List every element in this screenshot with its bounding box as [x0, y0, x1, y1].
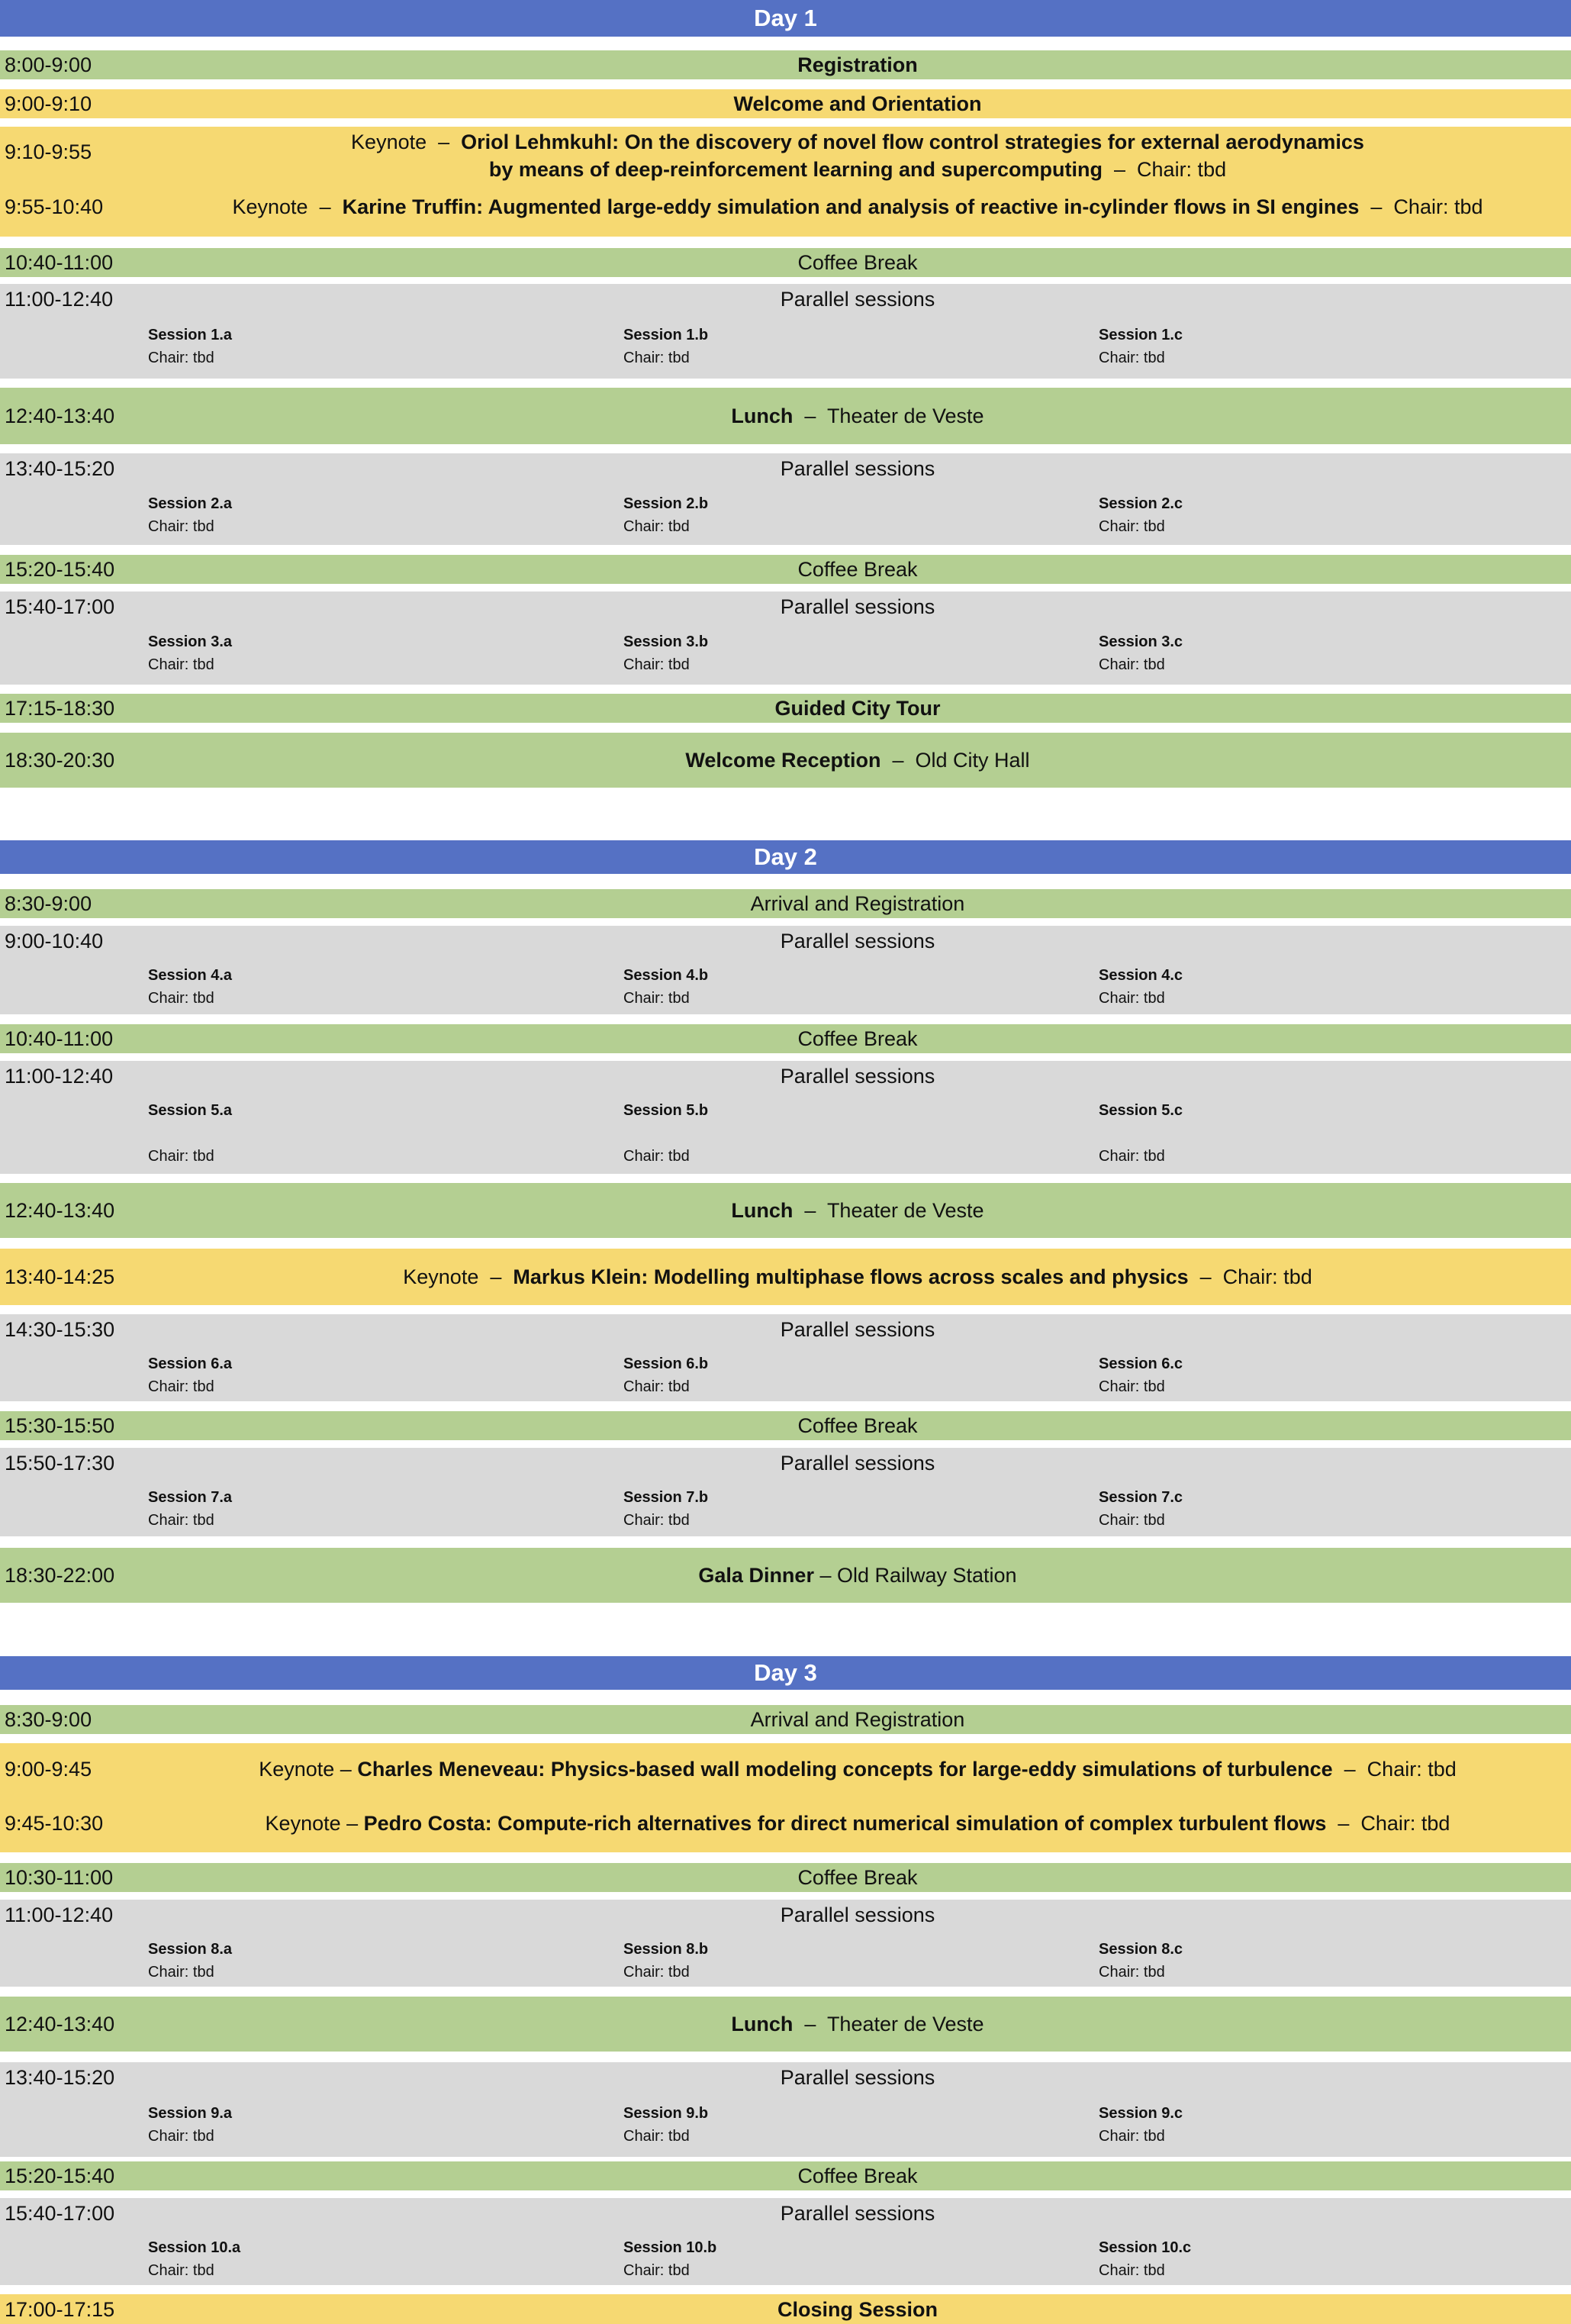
session-name: Session 3.b — [623, 633, 709, 650]
keynote-prefix: Keynote – — [403, 1265, 513, 1288]
session-name: Session 7.c — [1099, 1489, 1183, 1506]
event-location: – Theater de Veste — [793, 405, 984, 427]
session-chair: Chair: tbd — [148, 2262, 214, 2279]
session-item[interactable] — [1099, 964, 1183, 1010]
session-item[interactable] — [148, 964, 232, 1010]
event-title: Registration — [797, 53, 918, 76]
time-label: 12:40-13:40 — [5, 2013, 115, 2036]
session-chair: Chair: tbd — [623, 1378, 690, 1395]
session-chair: Chair: tbd — [623, 1148, 690, 1165]
schedule-row — [0, 733, 1571, 788]
session-name: Session 5.b — [623, 1102, 709, 1119]
session-chair: Chair: tbd — [148, 1378, 214, 1395]
session-name: Session 9.c — [1099, 2105, 1183, 2122]
keynote-block — [0, 1743, 1571, 1852]
event-title: Coffee Break — [797, 1866, 918, 1889]
schedule-row — [0, 1705, 1571, 1734]
parallel-sessions-row — [0, 284, 1571, 379]
session-chair: Chair: tbd — [623, 350, 690, 366]
session-chair: Chair: tbd — [1099, 350, 1165, 366]
time-label: 10:40-11:00 — [5, 251, 114, 274]
event-title: Coffee Break — [797, 1414, 918, 1437]
schedule-row — [0, 1183, 1571, 1238]
parallel-sessions-row — [0, 2198, 1571, 2285]
session-name: Session 8.a — [148, 1941, 233, 1958]
session-name: Session 9.b — [623, 2105, 709, 2122]
time-label: 12:40-13:40 — [5, 1199, 115, 1222]
event-title: Parallel sessions — [780, 2202, 935, 2225]
schedule-row — [0, 1024, 1571, 1053]
session-item[interactable] — [1099, 1352, 1183, 1398]
keynote-chair: – Chair: tbd — [1188, 1265, 1312, 1288]
session-chair: Chair: tbd — [1099, 1148, 1165, 1165]
event-title: Closing Session — [777, 2298, 938, 2321]
session-item[interactable] — [623, 630, 708, 676]
time-label: 8:30-9:00 — [5, 1708, 92, 1731]
session-item[interactable] — [1099, 1099, 1183, 1168]
parallel-sessions-row — [0, 1448, 1571, 1536]
session-item[interactable] — [148, 1099, 232, 1168]
keynote-prefix: Keynote – — [265, 1812, 364, 1835]
time-label: 15:40-17:00 — [5, 2202, 115, 2225]
day-header — [0, 840, 1571, 874]
parallel-sessions-row — [0, 1314, 1571, 1401]
schedule-row — [0, 248, 1571, 277]
day-title: Day 3 — [754, 1659, 817, 1686]
parallel-sessions-row — [0, 1900, 1571, 1987]
keynote-title — [0, 1810, 1571, 1837]
session-chair: Chair: tbd — [148, 1964, 214, 1981]
session-name: Session 10.c — [1099, 2239, 1192, 2256]
session-item[interactable] — [1099, 2236, 1191, 2282]
event-title: Parallel sessions — [780, 1452, 935, 1475]
session-item[interactable] — [148, 1352, 232, 1398]
event-title: Coffee Break — [797, 1027, 918, 1050]
parallel-sessions-row — [0, 2062, 1571, 2157]
session-chair: Chair: tbd — [1099, 990, 1165, 1007]
session-chair: Chair: tbd — [1099, 656, 1165, 673]
schedule-row — [0, 89, 1571, 118]
session-item[interactable] — [623, 492, 708, 538]
session-item[interactable] — [623, 324, 708, 369]
session-chair: Chair: tbd — [1099, 1378, 1165, 1395]
time-label: 13:40-14:25 — [5, 1265, 115, 1288]
keynote-chair: – Chair: tbd — [1332, 1758, 1457, 1781]
event-title — [0, 1197, 1571, 1223]
time-label: 10:40-11:00 — [5, 1027, 114, 1050]
event-title — [0, 747, 1571, 773]
event-title: Arrival and Registration — [750, 892, 965, 915]
session-item[interactable] — [1099, 2102, 1183, 2148]
time-label: 15:20-15:40 — [5, 558, 115, 581]
event-title — [0, 2011, 1571, 2037]
session-chair: Chair: tbd — [623, 518, 690, 535]
event-title: Parallel sessions — [780, 1318, 935, 1341]
event-location: – Theater de Veste — [793, 1199, 984, 1222]
session-chair: Chair: tbd — [148, 656, 214, 673]
schedule-row — [0, 1411, 1571, 1440]
parallel-sessions-row — [0, 453, 1571, 545]
event-title: Parallel sessions — [780, 1903, 935, 1926]
session-chair: Chair: tbd — [148, 518, 214, 535]
keynote-prefix: Keynote – — [232, 195, 343, 218]
time-label: 18:30-20:30 — [5, 749, 115, 772]
keynote-speaker-title: Charles Meneveau: Physics-based wall modeling concepts for large-eddy simulations of turbulence — [357, 1758, 1333, 1781]
session-name: Session 3.a — [148, 633, 233, 650]
session-name: Session 5.a — [148, 1102, 233, 1119]
parallel-sessions-row — [0, 926, 1571, 1014]
event-title — [0, 403, 1571, 429]
session-name: Session 2.c — [1099, 495, 1183, 512]
event-title: Arrival and Registration — [750, 1708, 965, 1731]
keynote-title-line2 — [0, 156, 1571, 183]
session-name: Session 2.a — [148, 495, 233, 512]
time-label: 8:00-9:00 — [5, 53, 92, 76]
event-name: Gala Dinner — [698, 1564, 814, 1587]
event-name: Welcome Reception — [685, 749, 881, 772]
event-title: Guided City Tour — [774, 697, 941, 720]
parallel-sessions-row — [0, 591, 1571, 685]
session-item[interactable] — [623, 1352, 708, 1398]
time-label: 13:40-15:20 — [5, 457, 115, 480]
event-location: – Old Railway Station — [813, 1564, 1017, 1587]
time-label: 15:50-17:30 — [5, 1452, 115, 1475]
keynote-speaker-title: Pedro Costa: Compute-rich alternatives for direct numerical simulation of complex turbulent flows — [363, 1812, 1327, 1835]
session-chair: Chair: tbd — [148, 990, 214, 1007]
session-chair: Chair: tbd — [623, 990, 690, 1007]
session-item[interactable] — [623, 2102, 708, 2148]
session-chair: Chair: tbd — [623, 656, 690, 673]
keynote-title — [0, 128, 1571, 156]
schedule-row — [0, 1863, 1571, 1892]
session-name: Session 5.c — [1099, 1102, 1183, 1119]
time-label: 9:10-9:55 — [5, 140, 92, 163]
time-label: 9:00-9:10 — [5, 92, 92, 115]
event-title: Coffee Break — [797, 2164, 918, 2187]
session-name: Session 4.c — [1099, 967, 1183, 984]
event-title — [0, 1562, 1571, 1588]
schedule-row — [0, 889, 1571, 918]
session-name: Session 1.a — [148, 327, 233, 343]
time-label: 11:00-12:40 — [5, 1065, 114, 1088]
schedule-row — [0, 388, 1571, 444]
schedule-row — [0, 694, 1571, 723]
event-title: Welcome and Orientation — [733, 92, 982, 115]
keynote-title — [0, 193, 1571, 221]
session-name: Session 3.c — [1099, 633, 1183, 650]
event-title: Coffee Break — [797, 558, 918, 581]
time-label: 13:40-15:20 — [5, 2066, 115, 2089]
keynote-chair: – Chair: tbd — [1326, 1812, 1450, 1835]
session-chair: Chair: tbd — [148, 350, 214, 366]
session-name: Session 4.a — [148, 967, 233, 984]
time-label: 10:30-11:00 — [5, 1866, 114, 1889]
session-item[interactable] — [623, 964, 708, 1010]
time-label: 17:00-17:15 — [5, 2298, 115, 2321]
keynote-chair: – Chair: tbd — [1359, 195, 1483, 218]
keynote-speaker-title: by means of deep-reinforcement learning and supercomputing — [488, 158, 1103, 181]
session-item[interactable] — [1099, 1938, 1183, 1984]
event-title: Parallel sessions — [780, 2066, 935, 2089]
event-name: Lunch — [731, 2013, 794, 2036]
session-name: Session 9.a — [148, 2105, 233, 2122]
time-label: 9:55-10:40 — [5, 195, 104, 218]
session-chair: Chair: tbd — [1099, 518, 1165, 535]
time-label: 15:20-15:40 — [5, 2164, 115, 2187]
session-name: Session 1.c — [1099, 327, 1183, 343]
session-chair: Chair: tbd — [623, 2128, 690, 2145]
session-item[interactable] — [148, 324, 232, 369]
event-title: Parallel sessions — [780, 595, 935, 618]
keynote-speaker-title: Karine Truffin: Augmented large-eddy simulation and analysis of reactive in-cylinder flows in SI engines — [342, 195, 1360, 218]
parallel-sessions-row — [0, 1061, 1571, 1174]
session-item[interactable] — [1099, 324, 1183, 369]
session-item[interactable] — [148, 1486, 232, 1532]
keynote-title — [0, 1264, 1571, 1290]
session-chair: Chair: tbd — [148, 1148, 214, 1165]
session-chair: Chair: tbd — [623, 2262, 690, 2279]
event-location: – Theater de Veste — [793, 2013, 984, 2036]
session-item[interactable] — [148, 630, 232, 676]
session-name: Session 6.b — [623, 1355, 709, 1372]
session-item[interactable] — [148, 2102, 232, 2148]
session-item[interactable] — [1099, 630, 1183, 676]
session-item[interactable] — [148, 1938, 232, 1984]
keynote-speaker-title: Oriol Lehmkuhl: On the discovery of novel flow control strategies for external aerodynamics — [461, 131, 1364, 153]
time-label: 17:15-18:30 — [5, 697, 115, 720]
time-label: 9:45-10:30 — [5, 1812, 104, 1835]
day-header — [0, 1656, 1571, 1690]
event-title: Parallel sessions — [780, 1065, 935, 1088]
event-title: Parallel sessions — [780, 930, 935, 952]
session-item[interactable] — [623, 1486, 708, 1532]
time-label: 8:30-9:00 — [5, 892, 92, 915]
session-name: Session 10.a — [148, 2239, 241, 2256]
session-name: Session 6.c — [1099, 1355, 1183, 1372]
session-chair: Chair: tbd — [623, 1964, 690, 1981]
session-chair: Chair: tbd — [1099, 1964, 1165, 1981]
session-chair: Chair: tbd — [623, 1512, 690, 1529]
session-chair: Chair: tbd — [1099, 1512, 1165, 1529]
event-title: Parallel sessions — [780, 288, 935, 311]
session-item[interactable] — [1099, 1486, 1183, 1532]
schedule-row — [0, 2161, 1571, 2190]
day-header — [0, 0, 1571, 37]
event-location: – Old City Hall — [880, 749, 1030, 772]
session-chair: Chair: tbd — [1099, 2262, 1165, 2279]
session-name: Session 8.c — [1099, 1941, 1183, 1958]
session-name: Session 6.a — [148, 1355, 233, 1372]
session-chair: Chair: tbd — [148, 2128, 214, 2145]
keynote-speaker-title: Markus Klein: Modelling multiphase flows across scales and physics — [513, 1265, 1189, 1288]
keynote-chair: – Chair: tbd — [1103, 158, 1227, 181]
time-label: 9:00-9:45 — [5, 1758, 92, 1781]
time-label: 14:30-15:30 — [5, 1318, 115, 1341]
time-label: 15:30-15:50 — [5, 1414, 115, 1437]
session-chair: Chair: tbd — [1099, 2128, 1165, 2145]
session-item[interactable] — [623, 2236, 716, 2282]
time-label: 11:00-12:40 — [5, 1903, 114, 1926]
schedule-row — [0, 50, 1571, 79]
time-label: 18:30-22:00 — [5, 1564, 115, 1587]
keynote-prefix: Keynote – — [259, 1758, 358, 1781]
keynote-prefix: Keynote – — [351, 131, 462, 153]
session-item[interactable] — [623, 1938, 708, 1984]
session-item[interactable] — [148, 2236, 240, 2282]
schedule-row — [0, 1548, 1571, 1603]
schedule-row — [0, 2294, 1571, 2324]
session-item[interactable] — [148, 492, 232, 538]
time-label: 11:00-12:40 — [5, 288, 114, 311]
session-item[interactable] — [1099, 492, 1183, 538]
session-name: Session 8.b — [623, 1941, 709, 1958]
session-name: Session 4.b — [623, 967, 709, 984]
event-name: Lunch — [731, 405, 794, 427]
event-name: Lunch — [731, 1199, 794, 1222]
session-name: Session 10.b — [623, 2239, 717, 2256]
keynote-row — [0, 1249, 1571, 1305]
session-name: Session 7.b — [623, 1489, 709, 1506]
session-name: Session 2.b — [623, 495, 709, 512]
event-title: Coffee Break — [797, 251, 918, 274]
time-label: 9:00-10:40 — [5, 930, 104, 952]
time-label: 12:40-13:40 — [5, 405, 115, 427]
day-title: Day 1 — [754, 5, 817, 31]
time-label: 15:40-17:00 — [5, 595, 115, 618]
keynote-block — [0, 127, 1571, 237]
event-title: Parallel sessions — [780, 457, 935, 480]
day-title: Day 2 — [754, 843, 817, 870]
keynote-title — [0, 1755, 1571, 1783]
schedule-row — [0, 1997, 1571, 2052]
session-item[interactable] — [623, 1099, 708, 1168]
schedule-row — [0, 555, 1571, 584]
session-name: Session 7.a — [148, 1489, 233, 1506]
session-name: Session 1.b — [623, 327, 709, 343]
session-chair: Chair: tbd — [148, 1512, 214, 1529]
